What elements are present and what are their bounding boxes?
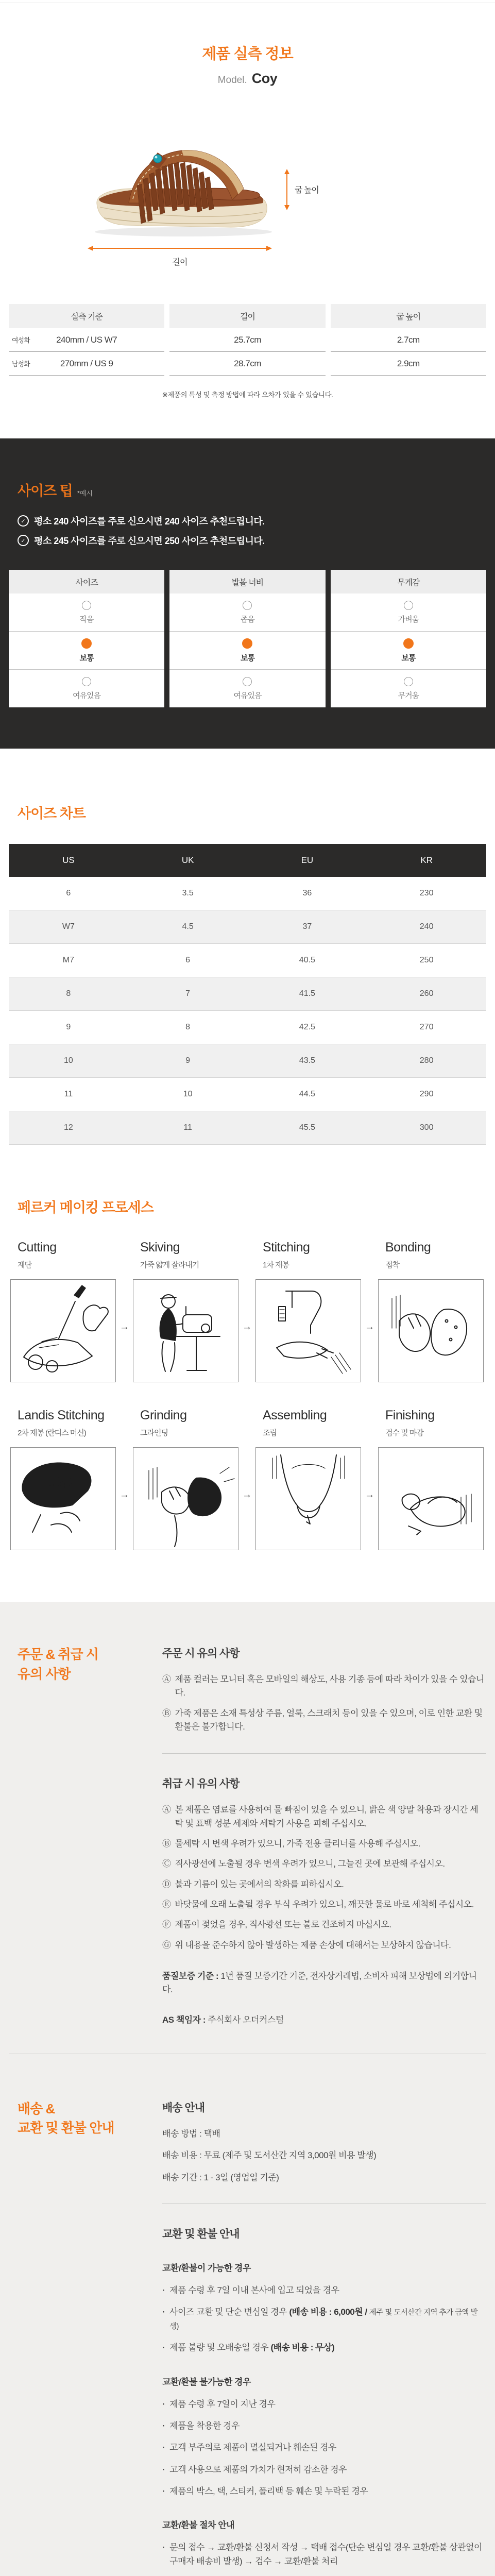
list-item: · 고객 부주의로 제품이 멸실되거나 훼손된 경우	[162, 2443, 336, 2453]
warranty-line: 품질보증 기준 : 1년 품질 보증기간 기준, 전자상거래법, 소비자 피해 보상법에 의거합니다.	[162, 1971, 477, 1994]
notice-item: Ⓖ 위 내용을 준수하지 않아 발생하는 제품 손상에 대해서는 보상하지 않습니다.	[162, 1940, 451, 1950]
table-row: 6 3.5 36 230	[9, 877, 486, 910]
process-step-stitching: Stitching 1차 재봉	[255, 1240, 361, 1382]
heel-height-label: 굽 높이	[295, 186, 319, 195]
making-process-title: 페르커 메이킹 프로세스	[18, 1200, 153, 1215]
check-circle-icon: ✓	[18, 515, 29, 527]
radio-icon	[404, 601, 413, 610]
row-type-label: 여성화	[12, 336, 30, 344]
stitching-illustration	[255, 1279, 361, 1382]
exchange-procedure-heading: 교환/환불 절차 안내	[162, 2520, 235, 2531]
list-item: · 제품 불량 및 오배송일 경우 (배송 비용 : 무상)	[162, 2343, 335, 2353]
measure-footnote: ※제품의 특성 및 측정 방법에 따라 오차가 있을 수 있습니다.	[162, 391, 333, 399]
order-notice-heading: 주문 시 유의 사항	[162, 1648, 240, 1659]
table-row: 11 10 44.5 290	[9, 1078, 486, 1111]
measurement-table	[9, 304, 486, 376]
row-type-label: 남성화	[12, 360, 30, 368]
shipping-exchange-block	[9, 2099, 486, 2576]
product-figure	[0, 93, 495, 270]
feel-column-header: 사이즈	[9, 570, 164, 594]
table-row	[9, 352, 164, 376]
bonding-illustration	[378, 1279, 484, 1382]
measure-header: 길이	[169, 304, 325, 328]
table-row: 2.9cm	[331, 352, 486, 376]
notice-section-title: 주문 & 취급 시 유의 사항	[18, 1647, 99, 1682]
order-care-block	[9, 1645, 486, 2027]
process-step-landis: Landis Stitching 2차 재봉 (란디스 머신) LANDIS	[10, 1408, 116, 1550]
measure-col-heel	[331, 304, 486, 376]
radio-icon	[82, 601, 91, 610]
process-arrow-icon: →	[120, 1321, 129, 1332]
process-arrow-icon: →	[242, 1321, 252, 1332]
list-item: · 제품의 박스, 택, 스티커, 폴리백 등 훼손 및 누락된 경우	[162, 2486, 368, 2496]
feel-column-size	[9, 570, 164, 707]
model-line	[0, 71, 495, 87]
radio-option[interactable]: 여유있음	[169, 669, 325, 707]
size-chart-title: 사이즈 차트	[18, 806, 86, 821]
process-arrow-icon: →	[365, 1321, 374, 1332]
notice-item: Ⓒ 직사광선에 노출될 경우 변색 우려가 있으니, 그늘진 곳에 보관해 주십시오.	[162, 1859, 445, 1869]
heel-height-arrow	[282, 169, 292, 210]
list-item: · 문의 접수 → 교환/환불 신청서 작성 → 택배 접수(단순 변심일 경우 교환/환불 상관없이 구매자 배송비 발생) → 검수 → 교환/환불 처리	[162, 2543, 482, 2566]
shipping-item: 배송 기간 : 1 - 3일 (영업일 기준)	[162, 2172, 279, 2182]
exchange-impossible-heading: 교환/환불 불가능한 경우	[162, 2377, 251, 2387]
model-name: Coy	[251, 71, 278, 86]
table-row: M7 6 40.5 250	[9, 944, 486, 977]
radio-option[interactable]: 가벼움	[331, 594, 486, 631]
table-row: 8 7 41.5 260	[9, 977, 486, 1011]
feel-column-header: 무게감	[331, 570, 486, 594]
table-row: 25.7cm	[169, 328, 325, 352]
making-process-section	[0, 1196, 495, 1550]
process-step-grinding: Grinding 그라인딩	[133, 1408, 238, 1550]
care-notice-heading: 취급 시 유의 사항	[162, 1778, 240, 1790]
notice-section	[0, 1602, 495, 2576]
list-item: · 제품을 착용한 경우	[162, 2420, 240, 2431]
skiving-illustration	[133, 1279, 238, 1382]
size-tip-line: ✓ 평소 240 사이즈를 주로 신으시면 240 사이즈 추천드립니다.	[18, 514, 486, 528]
shipping-section-title: 배송 & 교환 및 환불 안내	[18, 2100, 114, 2136]
size-tip-example-note: *예시	[77, 489, 93, 497]
notice-item: Ⓑ 물세탁 시 변색 우려가 있으니, 가죽 전용 클리너를 사용해 주십시오.	[162, 1839, 420, 1849]
notice-item: Ⓐ 제품 컬러는 모니터 혹은 모바일의 해상도, 사용 기종 등에 따라 차이가 있을 수 있습니다.	[162, 1674, 484, 1698]
model-label: Model.	[217, 75, 247, 86]
radio-option-selected[interactable]: 보통	[9, 631, 164, 669]
landis-stitching-illustration	[10, 1447, 116, 1550]
process-step-bonding: Bonding 접착	[378, 1240, 484, 1382]
feel-column-width	[169, 570, 325, 707]
radio-option[interactable]: 무거움	[331, 669, 486, 707]
as-manager-line: AS 책임자 : 주식회사 오더커스텀	[162, 2015, 284, 2025]
size-tip-line: ✓ 평소 245 사이즈를 주로 신으시면 250 사이즈 추천드립니다.	[18, 534, 486, 547]
process-row-1	[10, 1240, 485, 1382]
grinding-illustration	[133, 1447, 238, 1550]
notice-item: Ⓔ 바닷물에 오래 노출될 경우 부식 우려가 있으니, 깨끗한 물로 바로 세척해 주십시오.	[162, 1900, 474, 1910]
svg-text:LANDIS: LANDIS	[43, 1480, 66, 1491]
size-tip-section	[0, 438, 495, 749]
radio-option-selected[interactable]: 보통	[169, 631, 325, 669]
notice-item: Ⓕ 제품이 젖었을 경우, 직사광선 또는 불로 건조하지 마십시오.	[162, 1920, 391, 1930]
table-row: 28.7cm	[169, 352, 325, 376]
table-row: 9 8 42.5 270	[9, 1011, 486, 1044]
measure-header: 굽 높이	[331, 304, 486, 328]
size-chart-table	[9, 844, 486, 1145]
process-row-2	[10, 1408, 485, 1550]
process-step-assembling: Assembling 조립	[255, 1408, 361, 1550]
size-chart-section	[0, 802, 495, 1145]
radio-icon	[404, 677, 413, 686]
process-arrow-icon: →	[242, 1489, 252, 1500]
shipping-item: 배송 방법 : 택배	[162, 2128, 220, 2139]
list-item: · 사이즈 교환 및 단순 변심일 경우 (배송 비용 : 6,000원 / 제주 및 도서산간 지역 추가 금액 발생)	[162, 2307, 478, 2331]
feel-column-weight	[331, 570, 486, 707]
radio-option[interactable]: 좁음	[169, 594, 325, 631]
table-row: 10 9 43.5 280	[9, 1044, 486, 1078]
list-item: · 제품 수령 후 7일 이내 본사에 입고 되었을 경우	[162, 2285, 339, 2296]
finishing-illustration	[378, 1447, 484, 1550]
table-row: 2.7cm	[331, 328, 486, 352]
radio-selected-icon	[403, 638, 414, 649]
notice-item: Ⓑ 가죽 제품은 소재 특성상 주름, 얼룩, 스크래치 등이 있을 수 있으며, 이로 인한 교환 및 환불은 불가합니다.	[162, 1708, 483, 1732]
process-arrow-icon: →	[365, 1489, 374, 1500]
radio-selected-icon	[81, 638, 92, 649]
exchange-heading: 교환 및 환불 안내	[162, 2228, 240, 2241]
process-arrow-icon: →	[120, 1489, 129, 1500]
table-row: 12 11 45.5 300	[9, 1111, 486, 1145]
shipping-heading: 배송 안내	[162, 2102, 204, 2114]
table-row: W7 4.5 37 240	[9, 910, 486, 944]
list-item: · 고객 사용으로 제품의 가치가 현저히 감소한 경우	[162, 2464, 347, 2475]
fit-feel-table	[9, 570, 486, 707]
list-item: · 제품 수령 후 7일이 지난 경우	[162, 2399, 276, 2409]
cutting-illustration	[10, 1279, 116, 1382]
measure-col-basis	[9, 304, 164, 376]
radio-selected-icon	[242, 638, 252, 649]
sandal-photo	[81, 93, 280, 247]
check-circle-icon: ✓	[18, 535, 29, 546]
measure-header: 실측 기준	[9, 304, 164, 328]
table-row	[9, 328, 164, 352]
product-measure-header	[0, 42, 495, 87]
process-step-skiving: Skiving 가죽 얇게 잘라내기	[133, 1240, 238, 1382]
process-step-finishing: Finishing 검수 및 마감	[378, 1408, 484, 1550]
process-step-cutting: Cutting 재단	[10, 1240, 116, 1382]
divider	[162, 1753, 486, 1754]
notice-item: Ⓓ 불과 기름이 있는 곳에서의 착화를 피하십시오.	[162, 1879, 344, 1889]
measure-col-length	[169, 304, 325, 376]
radio-icon	[243, 601, 252, 610]
shipping-item: 배송 비용 : 무료 (제주 및 도서산간 지역 3,000원 비용 발생)	[162, 2150, 377, 2161]
length-label: 길이	[172, 258, 187, 267]
radio-icon	[243, 677, 252, 686]
feel-column-header: 발볼 너비	[169, 570, 325, 594]
exchange-possible-heading: 교환/환불이 가능한 경우	[162, 2263, 251, 2274]
radio-option[interactable]: 여유있음	[9, 669, 164, 707]
row-basis-value: 270mm / US 9	[60, 358, 113, 368]
page-title: 제품 실측 정보	[202, 46, 293, 62]
notice-item: Ⓐ 본 제품은 염료를 사용하여 물 빠짐이 있을 수 있으니, 밝은 색 양말 착용과 장시간 세탁 및 표백 성분 세제와 세탁기 사용을 피해 주십시오.	[162, 1805, 479, 1828]
radio-option-selected[interactable]: 보통	[331, 631, 486, 669]
size-chart-header: US UK EU KR	[9, 844, 486, 877]
radio-icon	[82, 677, 91, 686]
size-tip-title: 사이즈 팁	[18, 483, 73, 499]
assembling-illustration	[255, 1447, 361, 1550]
length-arrow	[88, 244, 272, 252]
row-basis-value: 240mm / US W7	[56, 334, 117, 345]
radio-option[interactable]: 작음	[9, 594, 164, 631]
